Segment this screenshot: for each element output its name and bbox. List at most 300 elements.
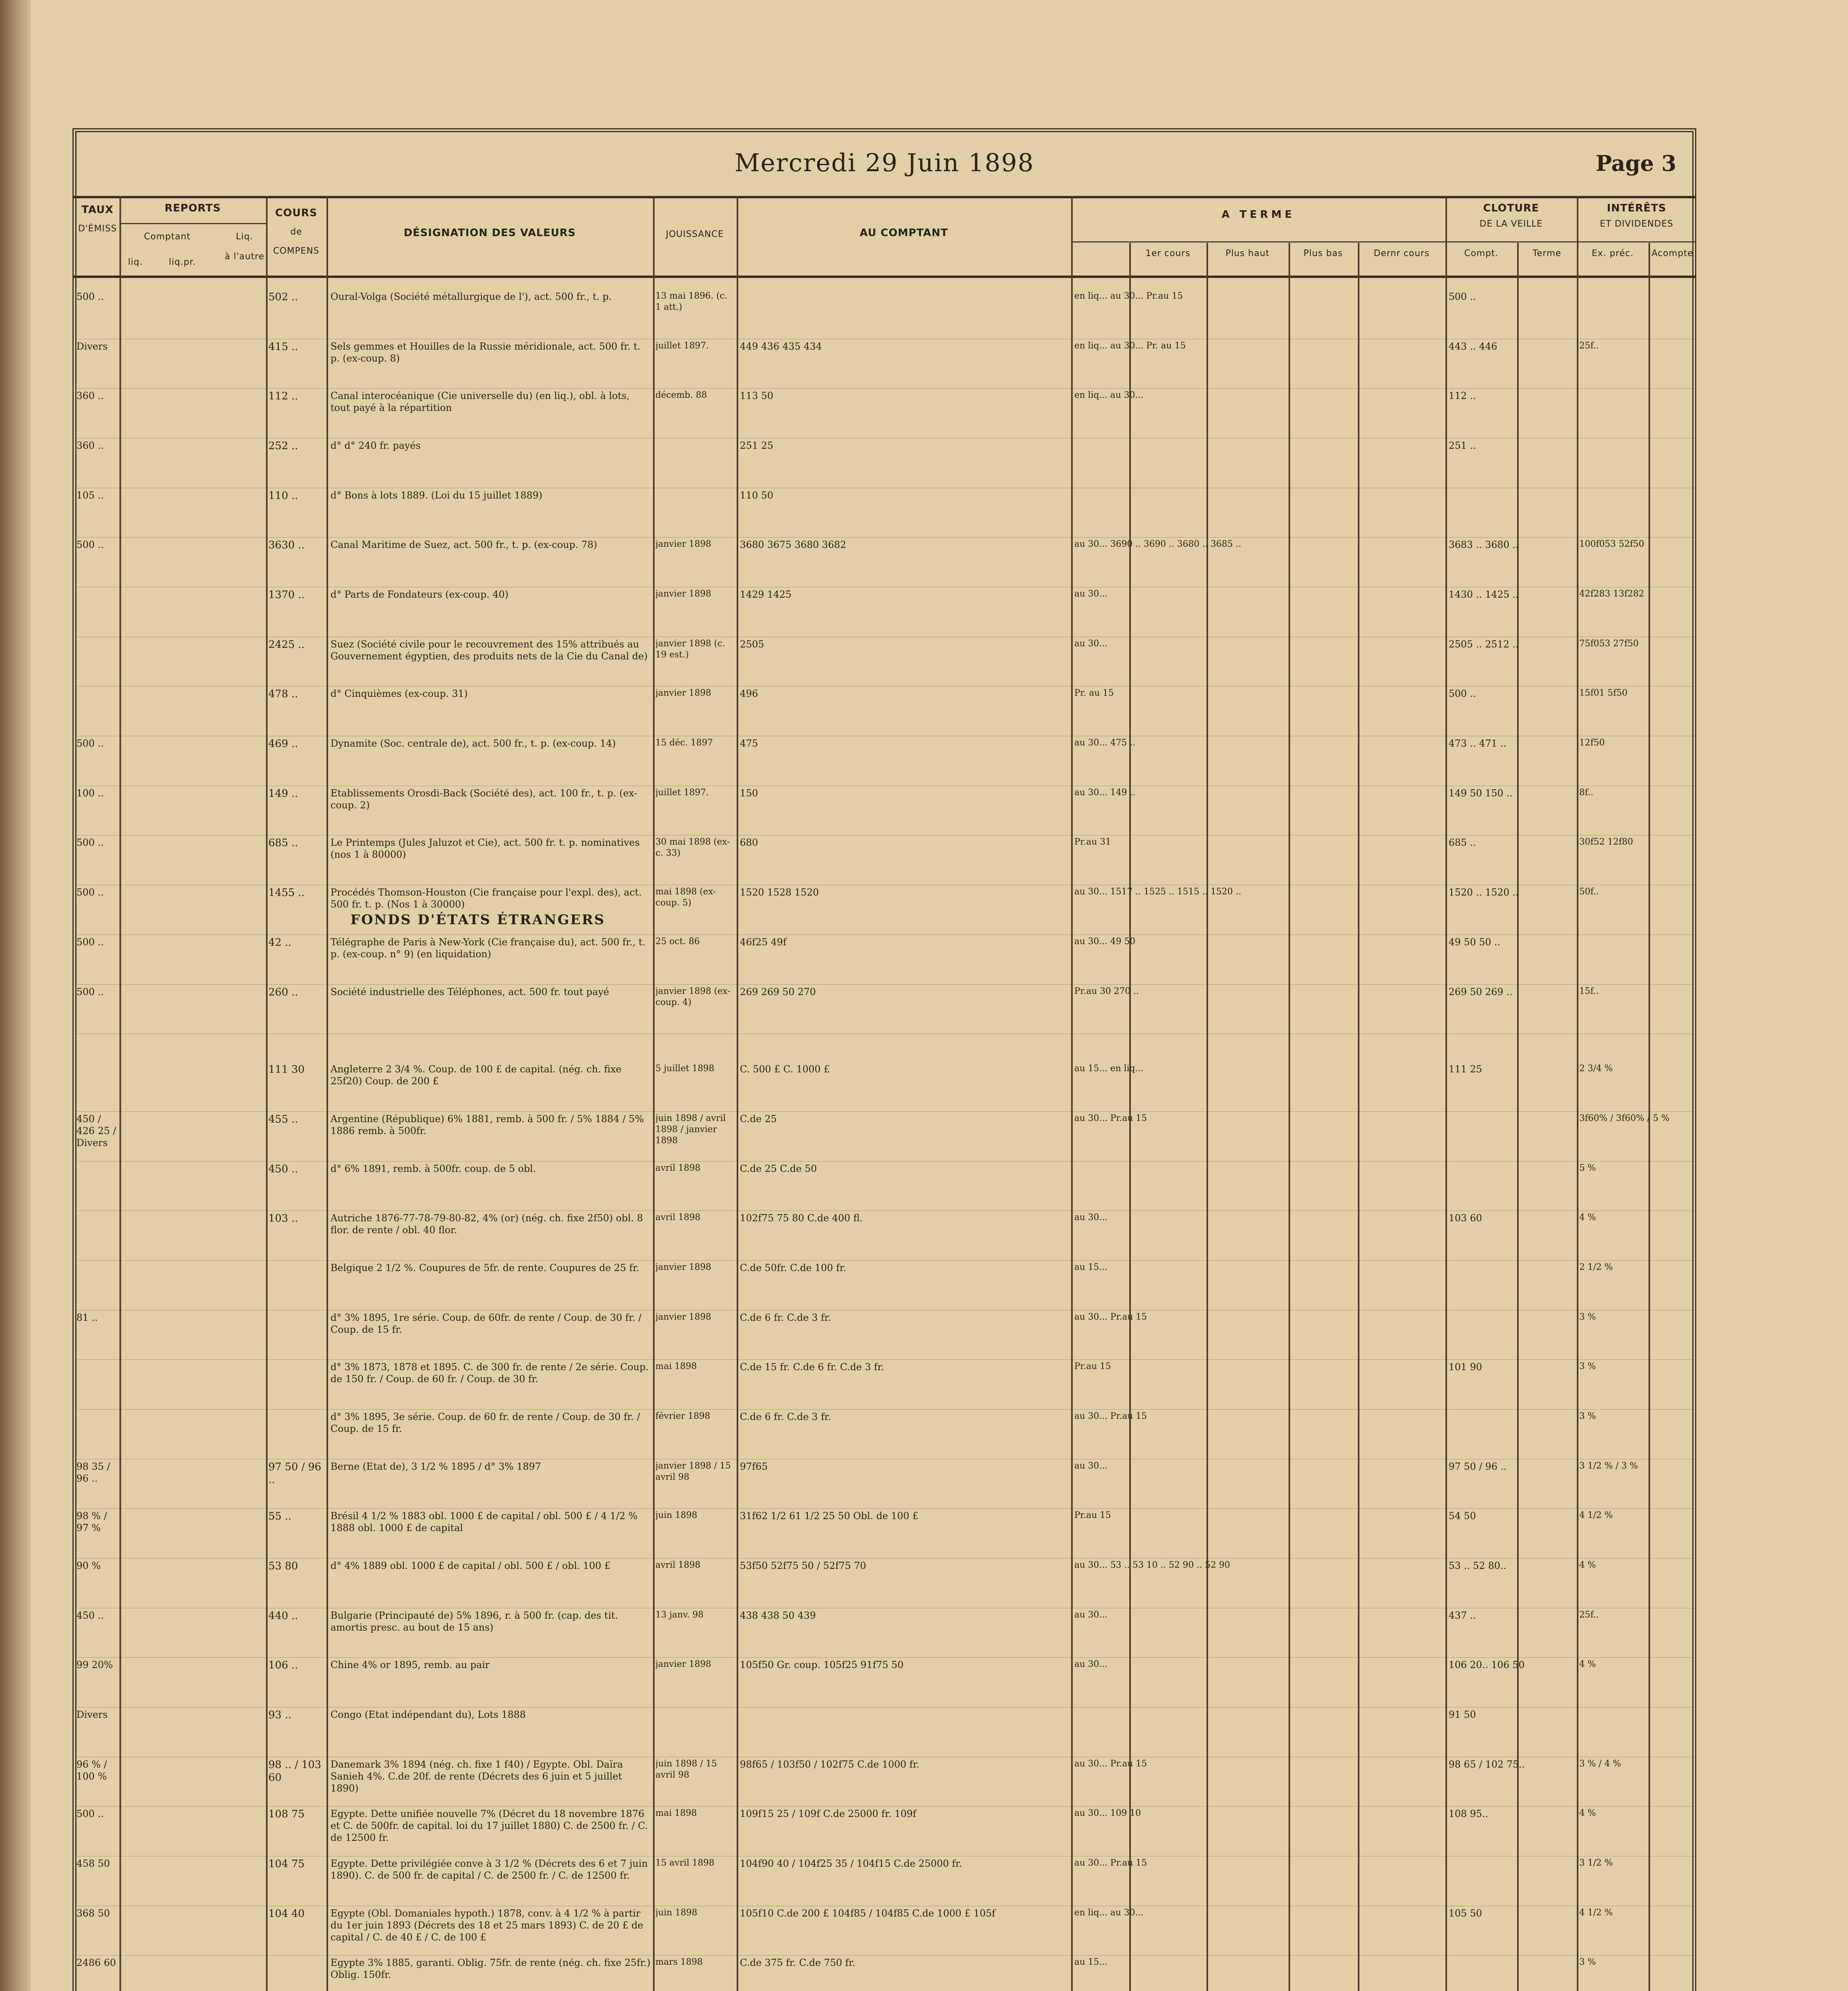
table-row xyxy=(0,1312,1848,1360)
header-taux: TAUX xyxy=(81,204,114,216)
row-separator xyxy=(76,1111,1695,1112)
cell-interets: 5 % xyxy=(1579,1163,1596,1173)
table-row xyxy=(0,1808,1848,1856)
header-premier-cours: 1er cours xyxy=(1145,248,1191,258)
cell-interets: 3 1/2 % xyxy=(1579,1858,1613,1868)
section-title-fonds-etrangers: FONDS D'ÉTATS ÉTRANGERS xyxy=(350,912,605,928)
cell-designation: Egypte. Dette privilégiée conve à 3 1/2 % (Décrets des 6 et 7 juin 1890). C. de 500 fr. de capital / C. de 2500 fr. / C. de 12500 fr. xyxy=(330,1858,648,1881)
cell-designation: d° d° 240 fr. payés xyxy=(330,440,421,452)
cell-interets: 25f.. xyxy=(1579,340,1599,351)
cell-interets: 3f60% / 3f60% / 5 % xyxy=(1579,1113,1670,1123)
cell-taux: 500 .. xyxy=(76,291,104,302)
cell-designation: Sels gemmes et Houilles de la Russie méridionale, act. 500 fr. t. p. (ex-coup. 8) xyxy=(330,340,641,364)
cell-cours: 93 .. xyxy=(268,1709,291,1721)
cell-au-comptant: C.de 25 xyxy=(740,1113,777,1125)
cell-au-comptant: C.de 50fr. C.de 100 fr. xyxy=(740,1262,846,1273)
row-separator xyxy=(76,1260,1695,1261)
cell-au-comptant: C.de 375 fr. C.de 750 fr. xyxy=(740,1957,855,1969)
cell-taux: 96 % / 100 % xyxy=(76,1758,107,1782)
table-row xyxy=(0,1560,1848,1608)
table-row xyxy=(0,986,1848,1034)
cell-a-terme: Pr.au 30 270 .. xyxy=(1074,986,1139,996)
table-row xyxy=(0,1461,1848,1509)
cell-taux: 81 .. xyxy=(76,1312,98,1323)
cell-jouissance: avril 1898 xyxy=(655,1213,701,1223)
table-row xyxy=(0,1262,1848,1310)
cell-cours: 103 .. xyxy=(268,1213,298,1225)
cell-a-terme: au 15... xyxy=(1074,1262,1108,1272)
header-ex-prec: Ex. préc. xyxy=(1592,248,1634,258)
row-separator xyxy=(76,1359,1695,1360)
cell-designation: Egypte. Dette unifiée nouvelle 7% (Décret du 18 novembre 1876 et C. de 500fr. de capital. loi du 17 juillet 1880) C. de 2500 fr. / C. de 12500 fr. xyxy=(330,1808,648,1844)
cell-a-terme: au 30... Pr.au 15 xyxy=(1074,1858,1147,1868)
cell-designation: Bulgarie (Principauté de) 5% 1896, r. à 500 fr. (cap. des tit. amortis presc. au bout de 15 ans) xyxy=(330,1610,618,1633)
cell-designation: Danemark 3% 1894 (nég. ch. fixe 1 f40) / Egypte. Obl. Daïra Sanieh 4%. C.de 20f. de rente (Décrets des 6 juin et 5 juillet 1890) xyxy=(330,1758,623,1794)
cell-jouissance: avril 1898 xyxy=(655,1560,701,1571)
cell-a-terme: en liq... au 30... xyxy=(1074,1907,1144,1918)
cell-a-terme: au 30... Pr.au 15 xyxy=(1074,1312,1147,1322)
cell-cours: 502 .. xyxy=(268,291,298,303)
table-row xyxy=(0,489,1848,538)
table-row xyxy=(0,1758,1848,1807)
cell-taux: 450 .. xyxy=(76,1610,104,1621)
cell-taux: Divers xyxy=(76,340,108,352)
cell-interets: 3 % / 4 % xyxy=(1579,1758,1621,1769)
cell-taux: 500 .. xyxy=(76,837,104,849)
cell-designation: Belgique 2 1/2 %. Coupures de 5fr. de rente. Coupures de 25 fr. xyxy=(330,1262,639,1273)
cell-interets: 3 % xyxy=(1579,1312,1596,1322)
cell-jouissance: janvier 1898 / 15 avril 98 xyxy=(655,1461,731,1482)
cell-designation: Chine 4% or 1895, remb. au pair xyxy=(330,1659,490,1671)
header-compt: Compt. xyxy=(1464,248,1498,258)
header-cours: COURS xyxy=(275,207,318,219)
cell-taux: 450 / 426 25 / Divers xyxy=(76,1113,116,1148)
table-row xyxy=(0,390,1848,438)
cell-jouissance: 5 juillet 1898 xyxy=(655,1064,714,1074)
cell-jouissance: janvier 1898 (ex-coup. 4) xyxy=(655,986,731,1007)
cell-jouissance: 25 oct. 86 xyxy=(655,936,700,947)
header-a-terme: A TERME xyxy=(1221,209,1295,221)
header-interets: INTÉRÊTS xyxy=(1607,202,1666,214)
cell-jouissance: juin 1898 / avril 1898 / janvier 1898 xyxy=(655,1113,726,1146)
cell-jouissance: 13 mai 1896. (c. 1 att.) xyxy=(655,291,727,312)
header-cloture: CLOTURE xyxy=(1483,202,1539,214)
cell-au-comptant: 1429 1425 xyxy=(740,589,792,600)
cell-au-comptant: 113 50 xyxy=(740,390,773,402)
cell-au-comptant: C.de 15 fr. C.de 6 fr. C.de 3 fr. xyxy=(740,1361,884,1373)
row-separator xyxy=(76,1161,1695,1162)
cell-cloture-veille: 103 60 xyxy=(1449,1213,1482,1224)
cell-taux: 458 50 xyxy=(76,1858,110,1870)
cell-cours: 450 .. xyxy=(268,1163,298,1175)
cell-a-terme: au 30... Pr.au 15 xyxy=(1074,1758,1147,1769)
cell-interets: 30f52 12f80 xyxy=(1579,837,1633,847)
cell-taux: 90 % xyxy=(76,1560,101,1572)
cell-a-terme: au 15... en liq... xyxy=(1074,1064,1144,1074)
cell-taux: 500 .. xyxy=(76,887,104,898)
cell-designation: d° Cinquièmes (ex-coup. 31) xyxy=(330,688,468,700)
cell-cloture-veille: 108 95.. xyxy=(1449,1808,1488,1820)
header-dernier-cours: Dernr cours xyxy=(1373,248,1430,258)
cell-designation: Etablissements Orosdi-Back (Société des), act. 100 fr., t. p. (ex-coup. 2) xyxy=(330,787,638,811)
header-reports-rule xyxy=(119,223,266,224)
table-row xyxy=(0,1858,1848,1906)
cell-interets: 3 % xyxy=(1579,1957,1596,1968)
table-row xyxy=(0,1907,1848,1956)
cell-au-comptant: 97f65 xyxy=(740,1461,768,1472)
header-cloture-rule xyxy=(1445,241,1696,243)
cell-au-comptant: C.de 6 fr. C.de 3 fr. xyxy=(740,1312,831,1323)
table-row xyxy=(0,1212,1848,1260)
cell-a-terme: au 30... Pr.au 15 xyxy=(1074,1113,1147,1123)
header-interets-sub: ET DIVIDENDES xyxy=(1600,219,1674,229)
page-date: Mercredi 29 Juin 1898 xyxy=(734,148,1034,177)
cell-cloture-veille: 269 50 269 .. xyxy=(1449,986,1513,997)
cell-taux: 500 .. xyxy=(76,936,104,948)
cell-cours: 110 .. xyxy=(268,489,298,502)
cell-a-terme: au 30... xyxy=(1074,1610,1108,1620)
cell-au-comptant: 110 50 xyxy=(740,489,773,501)
cell-cloture-veille: 54 50 xyxy=(1449,1510,1476,1522)
cell-designation: Autriche 1876-77-78-79-80-82, 4% (or) (nég. ch. fixe 2f50) obl. 8 flor. de rente / obl. 40 flor. xyxy=(330,1213,643,1236)
cell-cours: 149 .. xyxy=(268,787,298,800)
header-cours-de: de xyxy=(290,227,302,237)
row-separator xyxy=(76,1508,1695,1509)
cell-cloture-veille: 473 .. 471 .. xyxy=(1449,738,1507,749)
table-row xyxy=(0,688,1848,736)
row-separator xyxy=(76,1806,1695,1807)
cell-cloture-veille: 149 50 150 .. xyxy=(1449,787,1513,799)
cell-cours: 42 .. xyxy=(268,936,291,949)
cell-au-comptant: 496 xyxy=(740,688,758,700)
cell-au-comptant: 53f50 52f75 50 / 52f75 70 xyxy=(740,1560,866,1572)
cell-taux: 2486 60 xyxy=(76,1957,116,1969)
cell-cours: 685 .. xyxy=(268,837,298,849)
cell-cours: 478 .. xyxy=(268,688,298,700)
table-row xyxy=(0,291,1848,339)
cell-au-comptant: 98f65 / 103f50 / 102f75 C.de 1000 fr. xyxy=(740,1758,920,1770)
cell-au-comptant: 269 269 50 270 xyxy=(740,986,816,997)
cell-au-comptant: 1520 1528 1520 xyxy=(740,887,819,898)
cell-a-terme: Pr.au 15 xyxy=(1074,1510,1111,1521)
table-row xyxy=(0,589,1848,637)
cell-jouissance: juillet 1897. xyxy=(655,340,709,351)
cell-designation: Canal interocéanique (Cie universelle du) (en liq.), obl. à lots, tout payé à la répartition xyxy=(330,390,630,414)
cell-a-terme: au 30... Pr.au 15 xyxy=(1074,1411,1147,1421)
cell-interets: 15f01 5f50 xyxy=(1579,688,1628,698)
header-taux-sub: D'ÉMISS xyxy=(78,224,117,234)
cell-au-comptant: C.de 6 fr. C.de 3 fr. xyxy=(740,1411,831,1422)
cell-jouissance: janvier 1898 xyxy=(655,1262,712,1272)
row-separator xyxy=(76,984,1695,985)
cell-taux: Divers xyxy=(76,1709,108,1721)
cell-cours: 53 80 xyxy=(268,1560,298,1572)
cell-a-terme: au 30... xyxy=(1074,1213,1108,1223)
cell-taux: 368 50 xyxy=(76,1907,110,1919)
cell-interets: 75f053 27f50 xyxy=(1579,638,1639,649)
header-bottom-rule xyxy=(72,276,1696,278)
cell-interets: 4 % xyxy=(1579,1659,1596,1670)
header-a-terme-rule xyxy=(1071,241,1445,243)
cell-designation: Egypte (Obl. Domaniales hypoth.) 1878, conv. à 4 1/2 % à partir du 1er juin 1893 (Décrets des 18 et 25 mars 1893) C. de 20 £ de capital / C. de 40 £ / C. de 100 £ xyxy=(330,1907,643,1943)
cell-jouissance: janvier 1898 xyxy=(655,539,712,550)
cell-cours: 415 .. xyxy=(268,340,298,353)
table-row xyxy=(0,1610,1848,1658)
row-separator xyxy=(76,388,1695,389)
header-jouissance: JOUISSANCE xyxy=(666,229,724,239)
cell-interets: 2 3/4 % xyxy=(1579,1064,1613,1074)
table-row xyxy=(0,539,1848,587)
cell-a-terme: au 30... xyxy=(1074,638,1108,649)
cell-cours: 1370 .. xyxy=(268,589,305,601)
table-row xyxy=(0,1063,1848,1111)
cell-taux: 360 .. xyxy=(76,440,104,452)
table-row xyxy=(0,340,1848,389)
cell-a-terme: au 30... xyxy=(1074,589,1108,599)
cell-au-comptant: 150 xyxy=(740,787,758,799)
cell-cours: 106 .. xyxy=(268,1659,298,1672)
cell-jouissance: 13 janv. 98 xyxy=(655,1610,704,1620)
cell-taux: 500 .. xyxy=(76,738,104,749)
cell-a-terme: au 15... xyxy=(1074,1957,1108,1968)
cell-cloture-veille: 97 50 / 96 .. xyxy=(1449,1461,1507,1472)
row-separator xyxy=(76,1955,1695,1956)
row-separator xyxy=(76,537,1695,538)
cell-cours: 108 75 xyxy=(268,1808,305,1821)
cell-cours: 1455 .. xyxy=(268,887,305,899)
cell-au-comptant: 104f90 40 / 104f25 35 / 104f15 C.de 25000 fr. xyxy=(740,1858,962,1870)
header-plus-haut: Plus haut xyxy=(1225,248,1270,258)
cell-jouissance: mars 1898 xyxy=(655,1957,703,1968)
cell-jouissance: 30 mai 1898 (ex-c. 33) xyxy=(655,837,730,859)
cell-taux: 105 .. xyxy=(76,489,104,501)
page-number: Page 3 xyxy=(1596,151,1676,176)
cell-jouissance: mai 1898 xyxy=(655,1361,697,1372)
cell-a-terme: au 30... 49 50 xyxy=(1074,936,1136,947)
cell-interets: 4 % xyxy=(1579,1560,1596,1571)
cell-cours: 440 .. xyxy=(268,1610,298,1622)
cell-au-comptant: 475 xyxy=(740,738,758,749)
cell-a-terme: Pr.au 31 xyxy=(1074,837,1111,847)
cell-cloture-veille: 1520 .. 1520 .. xyxy=(1449,887,1519,898)
cell-jouissance: janvier 1898 xyxy=(655,589,712,599)
cell-cloture-veille: 53 .. 52 80.. xyxy=(1449,1560,1507,1572)
table-row xyxy=(0,1113,1848,1161)
cell-au-comptant: C. 500 £ C. 1000 £ xyxy=(740,1064,830,1075)
cell-designation: d° Bons à lots 1889. (Loi du 15 juillet 1889) xyxy=(330,489,542,501)
cell-au-comptant: 251 25 xyxy=(740,440,773,452)
table-row xyxy=(0,1957,1848,1991)
cell-cloture-veille: 251 .. xyxy=(1449,440,1476,452)
cell-designation: Procédés Thomson-Houston (Cie française pour l'expl. des), act. 500 fr. t. p. (Nos 1 à 30000) xyxy=(330,887,642,910)
cell-cours: 55 .. xyxy=(268,1510,291,1523)
cell-cloture-veille: 91 50 xyxy=(1449,1709,1476,1721)
cell-jouissance: 15 déc. 1897 xyxy=(655,738,713,748)
cell-jouissance: juillet 1897. xyxy=(655,787,709,798)
cell-a-terme: en liq... au 30... Pr. au 15 xyxy=(1074,340,1186,351)
cell-jouissance: janvier 1898 xyxy=(655,1312,712,1322)
cell-au-comptant: 680 xyxy=(740,837,758,849)
cell-interets: 3 1/2 % / 3 % xyxy=(1579,1461,1638,1471)
cell-interets: 3 % xyxy=(1579,1361,1596,1372)
cell-cloture-veille: 112 .. xyxy=(1449,390,1476,402)
cell-a-terme: au 30... 475 .. xyxy=(1074,738,1136,748)
header-cours-compens: COMPENS xyxy=(273,246,320,256)
cell-a-terme: au 30... 109 10 xyxy=(1074,1808,1141,1819)
cell-taux: 500 .. xyxy=(76,986,104,997)
header-plus-bas: Plus bas xyxy=(1303,248,1343,258)
cell-interets: 4 1/2 % xyxy=(1579,1510,1613,1521)
table-row xyxy=(0,1659,1848,1707)
cell-designation: Le Printemps (Jules Jaluzot et Cie), act. 500 fr. t. p. nominatives (nos 1 à 80000) xyxy=(330,837,640,861)
cell-au-comptant: 109f15 25 / 109f C.de 25000 fr. 109f xyxy=(740,1808,917,1820)
header-designation: DÉSIGNATION DES VALEURS xyxy=(403,227,576,239)
cell-a-terme: en liq... au 30... xyxy=(1074,390,1144,401)
row-separator xyxy=(76,1657,1695,1658)
cell-jouissance: février 1898 xyxy=(655,1411,710,1421)
cell-designation: d° 3% 1895, 3e série. Coup. de 60 fr. de rente / Coup. de 30 fr. / Coup. de 15 fr. xyxy=(330,1411,640,1434)
cell-au-comptant: 105f50 Gr. coup. 105f25 91f75 50 xyxy=(740,1659,904,1671)
cell-designation: d° 4% 1889 obl. 1000 £ de capital / obl. 500 £ / obl. 100 £ xyxy=(330,1560,610,1572)
header-liq-sub3: à l'autre xyxy=(225,252,264,262)
cell-a-terme: au 30... xyxy=(1074,1461,1108,1471)
table-row xyxy=(0,1411,1848,1459)
cell-designation: Argentine (République) 6% 1881, remb. à 500 fr. / 5% 1884 / 5% 1886 remb. à 500fr. xyxy=(330,1113,644,1136)
cell-cours: 104 40 xyxy=(268,1907,305,1920)
cell-cloture-veille: 685 .. xyxy=(1449,837,1476,849)
header-liq-sub1: liq. xyxy=(128,257,143,267)
cell-interets: 25f.. xyxy=(1579,1610,1599,1620)
table-row xyxy=(0,1163,1848,1211)
cell-cours: 111 30 xyxy=(268,1064,305,1076)
header-comptant-reports: Comptant xyxy=(144,232,191,242)
cell-a-terme: en liq... au 30... Pr.au 15 xyxy=(1074,291,1183,301)
cell-cours: 104 75 xyxy=(268,1858,305,1870)
cell-taux: 360 .. xyxy=(76,390,104,402)
header-terme: Terme xyxy=(1533,248,1561,258)
cell-cloture-veille: 106 20.. 106 50 xyxy=(1449,1659,1525,1671)
cell-cloture-veille: 3683 .. 3680 .. xyxy=(1449,539,1519,551)
cell-taux: 99 20% xyxy=(76,1659,113,1671)
cell-taux: 500 .. xyxy=(76,539,104,551)
cell-jouissance: janvier 1898 xyxy=(655,688,712,698)
cell-designation: Berne (Etat de), 3 1/2 % 1895 / d° 3% 1897 xyxy=(330,1461,541,1472)
cell-au-comptant: 438 438 50 439 xyxy=(740,1610,816,1621)
header-top-rule xyxy=(72,196,1696,198)
cell-cours: 2425 .. xyxy=(268,638,305,651)
cell-jouissance: 15 avril 1898 xyxy=(655,1858,715,1868)
cell-jouissance: mai 1898 (ex-coup. 5) xyxy=(655,887,716,908)
cell-interets: 4 % xyxy=(1579,1808,1596,1819)
cell-cloture-veille: 437 .. xyxy=(1449,1610,1476,1621)
cell-a-terme: Pr. au 15 xyxy=(1074,688,1114,698)
cell-designation: d° 3% 1873, 1878 et 1895. C. de 300 fr. de rente / 2e série. Coup. de 150 fr. / Coup. de 60 fr. / Coup. de 30 fr. xyxy=(330,1361,649,1385)
cell-a-terme: Pr.au 15 xyxy=(1074,1361,1111,1372)
table-row xyxy=(0,1709,1848,1757)
cell-designation: Angleterre 2 3/4 %. Coup. de 100 £ de capital. (nég. ch. fixe 25f20) Coup. de 200 £ xyxy=(330,1064,622,1087)
table-row xyxy=(0,837,1848,885)
cell-cloture-veille: 1430 .. 1425 .. xyxy=(1449,589,1519,600)
cell-jouissance: avril 1898 xyxy=(655,1163,701,1173)
cell-jouissance: janvier 1898 (c. 19 est.) xyxy=(655,638,725,660)
cell-a-terme: au 30... 149 .. xyxy=(1074,787,1136,798)
cell-designation: d° 6% 1891, remb. à 500fr. coup. de 5 obl. xyxy=(330,1163,536,1174)
cell-au-comptant: 102f75 75 80 C.de 400 fl. xyxy=(740,1213,863,1224)
table-row xyxy=(0,1510,1848,1558)
cell-cours: 455 .. xyxy=(268,1113,298,1125)
cell-cloture-veille: 500 .. xyxy=(1449,688,1476,700)
cell-a-terme: au 30... 1517 .. 1525 .. 1515 .. 1520 .. xyxy=(1074,887,1242,897)
cell-designation: d° Parts de Fondateurs (ex-coup. 40) xyxy=(330,589,508,600)
cell-taux: 98 % / 97 % xyxy=(76,1510,107,1534)
cell-cloture-veille: 101 90 xyxy=(1449,1361,1482,1373)
header-acompte: Acompte xyxy=(1651,248,1694,258)
cell-taux: 500 .. xyxy=(76,1808,104,1820)
cell-jouissance: juin 1898 xyxy=(655,1907,698,1918)
cell-designation: Congo (Etat indépendant du), Lots 1888 xyxy=(330,1709,526,1721)
cell-interets: 100f053 52f50 xyxy=(1579,539,1645,550)
cell-jouissance: juin 1898 xyxy=(655,1510,698,1521)
cell-cloture-veille: 443 .. 446 xyxy=(1449,340,1498,352)
cell-interets: 4 % xyxy=(1579,1213,1596,1223)
cell-au-comptant: 449 436 435 434 xyxy=(740,340,822,352)
cell-cloture-veille: 2505 .. 2512 .. xyxy=(1449,638,1519,650)
table-row xyxy=(0,440,1848,488)
header-liq: Liq. xyxy=(236,232,253,242)
table-row xyxy=(0,1361,1848,1409)
cell-au-comptant: 31f62 1/2 61 1/2 25 50 Obl. de 100 £ xyxy=(740,1510,919,1522)
table-row xyxy=(0,936,1848,984)
header-cloture-sub: DE LA VEILLE xyxy=(1479,219,1543,229)
cell-jouissance: décemb. 88 xyxy=(655,390,707,401)
cell-cours: 97 50 / 96 .. xyxy=(268,1461,321,1486)
cell-cours: 98 .. / 103 60 xyxy=(268,1758,321,1784)
cell-cloture-veille: 111 25 xyxy=(1449,1064,1482,1075)
cell-jouissance: mai 1898 xyxy=(655,1808,697,1819)
cell-au-comptant: 46f25 49f xyxy=(740,936,787,948)
cell-interets: 50f.. xyxy=(1579,887,1599,897)
row-separator xyxy=(76,1558,1695,1559)
cell-au-comptant: 2505 xyxy=(740,638,765,650)
cell-cloture-veille: 105 50 xyxy=(1449,1907,1482,1919)
table-row xyxy=(0,638,1848,686)
cell-designation: Oural-Volga (Société métallurgique de l'), act. 500 fr., t. p. xyxy=(330,291,612,302)
cell-au-comptant: C.de 25 C.de 50 xyxy=(740,1163,817,1174)
cell-interets: 15f.. xyxy=(1579,986,1599,996)
cell-cours: 3630 .. xyxy=(268,539,305,552)
cell-designation: Egypte 3% 1885, garanti. Oblig. 75fr. de rente (nég. ch. fixe 25fr.) Oblig. 150fr. xyxy=(330,1957,651,1981)
cell-interets: 4 1/2 % xyxy=(1579,1907,1613,1918)
cell-interets: 42f283 13f282 xyxy=(1579,589,1645,599)
cell-cours: 260 .. xyxy=(268,986,298,998)
cell-designation: Société industrielle des Téléphones, act. 500 fr. tout payé xyxy=(330,986,609,997)
cell-au-comptant: 105f10 C.de 200 £ 104f85 / 104f85 C.de 1000 £ 105f xyxy=(740,1907,995,1919)
cell-interets: 3 % xyxy=(1579,1411,1596,1421)
cell-cloture-veille: 500 .. xyxy=(1449,291,1476,302)
cell-cloture-veille: 49 50 50 .. xyxy=(1449,936,1500,948)
table-row xyxy=(0,886,1848,935)
cell-a-terme: au 30... 53 .. 53 10 .. 52 90 .. 52 90 xyxy=(1074,1560,1230,1571)
table-row xyxy=(0,737,1848,786)
cell-designation: Télégraphe de Paris à New-York (Cie française du), act. 500 fr., t. p. (ex-coup. n° 9) (en liquidation) xyxy=(330,936,646,960)
table-row xyxy=(0,787,1848,835)
header-liq-sub2: liq.pr. xyxy=(168,257,196,267)
cell-designation: Dynamite (Soc. centrale de), act. 500 fr., t. p. (ex-coup. 14) xyxy=(330,738,616,749)
cell-designation: Suez (Société civile pour le recouvrement des 15% attribués au Gouvernement égyptien, des produits nets de la Cie du Canal de) xyxy=(330,638,648,662)
cell-cours: 112 .. xyxy=(268,390,298,403)
cell-taux: 98 35 / 96 .. xyxy=(76,1461,110,1484)
cell-cloture-veille: 98 65 / 102 75.. xyxy=(1449,1758,1525,1770)
